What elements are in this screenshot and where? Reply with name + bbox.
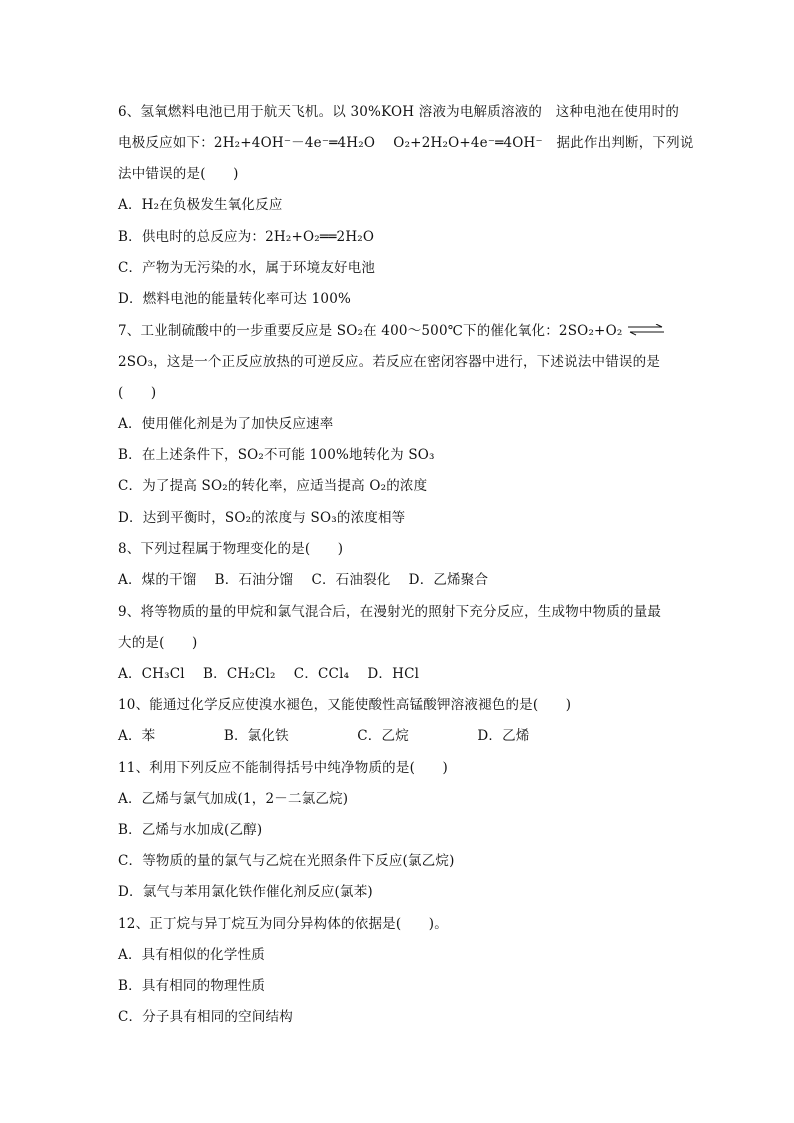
q11-stem: 11、利用下列反应不能制得括号中纯净物质的是( ): [118, 760, 448, 776]
q7-stem-line-3: ( ): [118, 385, 157, 401]
q10-options: A．苯 B．氯化铁 C．乙烷 D．乙烯: [118, 728, 530, 744]
q7-option-a: A．使用催化剂是为了加快反应速率: [118, 416, 334, 432]
q7-option-c: C．为了提高 SO₂的转化率，应适当提高 O₂的浓度: [118, 478, 428, 494]
reversible-arrow-icon: [626, 322, 666, 342]
q6-stem-line-2: 电极反应如下：2H₂+4OH⁻－4e⁻═4H₂O O₂+2H₂O+4e⁻═4OH⁻ 据此作出判断，下列说: [118, 135, 694, 151]
q7-option-d: D．达到平衡时，SO₂的浓度与 SO₃的浓度相等: [118, 510, 406, 526]
q12-option-b: B．具有相同的物理性质: [118, 978, 266, 994]
q9-stem-line-2: 大的是( ): [118, 635, 198, 651]
q11-option-b: B．乙烯与水加成(乙醇): [118, 822, 263, 838]
q11-option-a: A．乙烯与氯气加成(1，2－二氯乙烷): [118, 791, 349, 807]
q11-option-c: C．等物质的量的氯气与乙烷在光照条件下反应(氯乙烷): [118, 853, 455, 869]
q7-stem-line-2: 2SO₃，这是一个正反应放热的可逆反应。若反应在密闭容器中进行，下述说法中错误的是: [118, 354, 661, 370]
q8-options: A．煤的干馏 B．石油分馏 C．石油裂化 D．乙烯聚合: [118, 572, 489, 588]
q6-option-a: A．H₂在负极发生氧化反应: [118, 197, 283, 213]
q6-option-d: D．燃料电池的能量转化率可达 100%: [118, 291, 352, 307]
q6-stem-line-1: 6、氢氧燃料电池已用于航天飞机。以 30%KOH 溶液为电解质溶液的 这种电池在使用时的: [118, 104, 680, 120]
q6-option-c: C．产物为无污染的水，属于环境友好电池: [118, 260, 376, 276]
q10-stem: 10、能通过化学反应使溴水褪色，又能使酸性高锰酸钾溶液褪色的是( ): [118, 697, 572, 713]
q7-option-b: B．在上述条件下，SO₂不可能 100%地转化为 SO₃: [118, 447, 435, 463]
q9-options: A．CH₃Cl B．CH₂Cl₂ C．CCl₄ D．HCl: [118, 666, 420, 682]
q12-stem: 12、正丁烷与异丁烷互为同分异构体的依据是( )。: [118, 916, 448, 932]
q9-stem-line-1: 9、将等物质的量的甲烷和氯气混合后，在漫射光的照射下充分反应，生成物中物质的量最: [118, 604, 662, 620]
q12-option-c: C．分子具有相同的空间结构: [118, 1009, 293, 1025]
q7-stem-line-1: [118, 321, 666, 342]
q7-stem-line-1-text: 7、工业制硫酸中的一步重要反应是 SO₂在 400～500℃下的催化氧化：2SO₂+O₂: [118, 323, 623, 339]
q12-option-a: A．具有相似的化学性质: [118, 947, 265, 963]
q6-option-b: B．供电时的总反应为：2H₂+O₂══2H₂O: [118, 229, 375, 245]
q11-option-d: D．氯气与苯用氯化铁作催化剂反应(氯苯): [118, 884, 373, 900]
q6-stem-line-3: 法中错误的是( ): [118, 166, 239, 182]
q8-stem: 8、下列过程属于物理变化的是( ): [118, 541, 344, 557]
